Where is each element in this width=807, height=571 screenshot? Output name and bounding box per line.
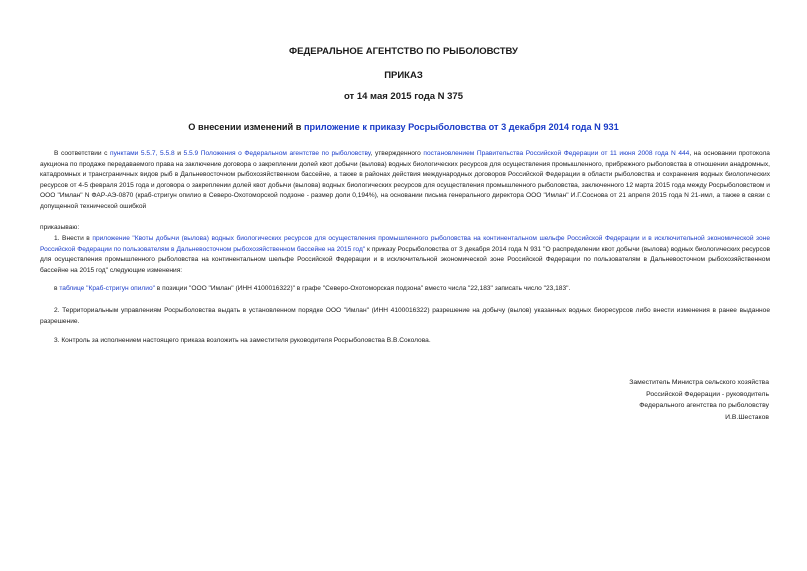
preamble-text: , утвержденного <box>370 150 424 157</box>
link-table-snow-crab[interactable]: таблице "Краб-стригун опилио" <box>59 285 155 292</box>
signature-line: Российской Федерации - руководитель <box>646 390 769 398</box>
order-word: приказываю: <box>40 224 80 231</box>
link-appendix-quotas[interactable]: приложение "Квоты добычи (вылова) водных биологических ресурсов для осуществления промышленного рыболовства на континентальном шельфе Российской Федерации и в исключительной экономической зоне Российской Федерации по пользователям в Дальневосточном рыбохозяйственном бассейне на 2015 год" <box>40 235 770 253</box>
document-title <box>0 122 807 132</box>
document-date-number: от 14 мая 2015 года N 375 <box>343 91 464 102</box>
item-1-sub-text: в <box>54 285 60 292</box>
preamble-text: В соответствии с <box>54 150 111 157</box>
item-3-paragraph: 3. Контроль за исполнением настоящего приказа возложить на заместителя руководителя Росрыболовства В.В.Соколова. <box>54 337 431 344</box>
signature-line: Заместитель Министра сельского хозяйства <box>629 379 769 386</box>
preamble-paragraph <box>40 149 770 212</box>
item-1-text: 1. Внести в <box>54 235 93 242</box>
signature-block <box>529 377 769 423</box>
item-1-text: к приказу Росрыболовства от 3 декабря 2014 года N 931 "О распределении квот добычи (вылова) водных биологических ресурсов для осуществления промышленного рыболовства на континентальном шельфе Российской Федерации и в исключительной экономической зоне Российской Федерации по пользователям в Дальневосточном рыбохозяйственном бассейне на 2015 год" следующие изменения: <box>40 245 770 274</box>
link-regulation-5-5-9[interactable]: 5.5.9 Положения о Федеральном агентстве по рыболовству <box>183 150 371 157</box>
title-link[interactable]: приложение к приказу Росрыболовства от 3 декабря 2014 года N 931 <box>303 122 619 132</box>
link-clauses-5-5-7-5-5-8[interactable]: пунктами 5.5.7, 5.5.8 <box>110 150 175 157</box>
item-1-paragraph <box>40 234 770 276</box>
link-government-resolution[interactable]: постановлением Правительства Российской Федерации от 11 июня 2008 года N 444 <box>423 150 690 157</box>
item-2-paragraph: 2. Территориальным управлениям Росрыболовства выдать в установленном порядке ООО "Имлан" (ИНН 4100016322) разрешение на добычу (вылов) указанных водных биоресурсов либо внести изменения в ранее выданное разрешение. <box>40 307 770 325</box>
preamble-text: , на основании протокола аукциона по продаже передаваемого права на заключение договора о закреплении долей квот добычи (вылова) водных биологических ресурсов для осуществления промышленного, прибрежного рыболовства в отношении анадромных, катадромных и трансграничных видов рыб в Дальневосточном рыбохозяйственном бассейне, а также в районах действия международных договоров Российской Федерации в области рыболовства и сохранения водных биологических ресурсов от 4-5 февраля 2015 года и договора о закреплении долей квот добычи (вылова) водных биологических ресурсов для осуществления промышленного рыболовства, заключенного 12 марта 2015 года между Росрыболовством и ООО "Имлан" N ФАР-АЭ-0870 (краб-стригун опилио в Северо-Охотоморской подзоне - размер доли 0,194%), на основании письма генерального директора ООО "Имлан" И.Г.Соснова от 21 апреля 2015 года N 21-имл, а также в связи с допущенной технической ошибкой <box>40 150 770 210</box>
document-type: ПРИКАЗ <box>384 70 423 81</box>
item-1-sub-paragraph <box>40 284 770 295</box>
signature-line: Федерального агентства по рыболовству <box>639 402 769 409</box>
item-1-sub-text: в позиции "ООО "Имлан" (ИНН 4100016322)" в графе "Северо-Охотоморская подзона" вместо числа "22,183" записать число "23,183". <box>154 285 571 292</box>
agency-name: ФЕДЕРАЛЬНОЕ АГЕНТСТВО ПО РЫБОЛОВСТВУ <box>289 46 518 57</box>
signatory-name: И.В.Шестаков <box>725 413 769 421</box>
title-prefix: О внесении изменений в <box>188 122 304 132</box>
preamble-text: и <box>174 150 184 157</box>
